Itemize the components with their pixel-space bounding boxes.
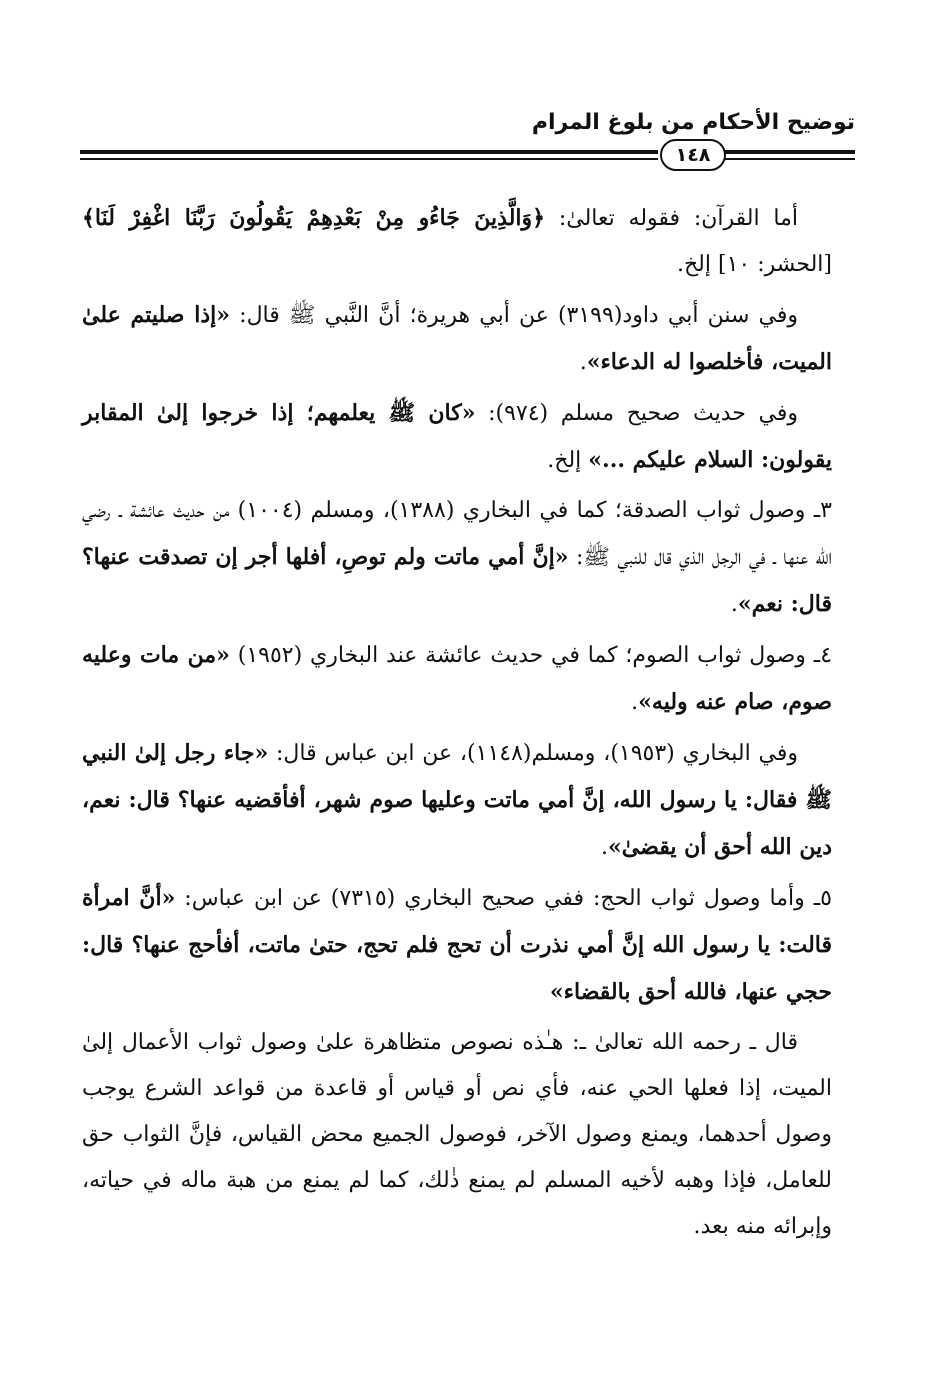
quoted-text: «أنَّ امرأة قالت: يا رسول الله إنَّ أمي نذرت أن تحج فلم تحج، حتىٰ ماتت، أفأحج عنها؟ قال: حجي عنها، فالله أحق بالقضاء»: [82, 885, 832, 1005]
paragraph-text: وفي سنن أبي داود(٣١٩٩) عن أبي هريرة؛ أنَّ النَّبي ﷺ قال:: [230, 303, 798, 328]
page-number: ١٤٨: [660, 139, 726, 171]
paragraph-1: [82, 195, 832, 288]
header-rule-left-bottom: [80, 158, 658, 160]
paragraph-6: [82, 730, 832, 871]
paragraph-text: .: [730, 592, 738, 617]
paragraph-5: [82, 632, 832, 726]
paragraph-text: وفي البخاري (١٩٥٣)، ومسلم(١١٤٨)، عن ابن عباس قال:: [268, 741, 799, 766]
paragraph-text: .: [579, 350, 587, 375]
quoted-text: «إنَّ أمي ماتت ولم توصِ، أفلها أجر إن تصدقت عنها؟ قال: نعم»: [82, 544, 832, 617]
quoted-text: «من مات وعليه صوم، صام عنه وليه»: [82, 642, 832, 715]
page-header: [80, 110, 855, 180]
quoted-text: «إذا صليتم علىٰ الميت، فأخلصوا له الدعاء»: [82, 302, 832, 375]
header-rule-right-bottom: [725, 158, 855, 160]
paragraph-text: وفي حديث صحيح مسلم (٩٧٤):: [475, 401, 798, 426]
page-body: [82, 195, 832, 1254]
header-rule-right-top: [725, 150, 855, 154]
paragraph-7: [82, 875, 832, 1016]
paragraph-text: .: [631, 690, 639, 715]
paragraph-text: [الحشر: ١٠] إلخ.: [676, 252, 832, 277]
quoted-text: «كان ﷺ يعلمهم؛ إذا خرجوا إلىٰ المقابر يقولون: السلام عليكم ...»: [82, 400, 832, 473]
quoted-text: ﴿وَالَّذِينَ جَاءُو مِنْ بَعْدِهِمْ يَقُولُونَ رَبَّنَا اغْفِرْ لَنَا﴾: [82, 205, 546, 231]
header-rule-left-top: [80, 150, 658, 154]
paragraph-8: [82, 1020, 832, 1250]
paragraph-2: [82, 292, 832, 386]
quoted-text: «جاء رجل إلىٰ النبي ﷺ فقال: يا رسول الله، إنَّ أمي ماتت وعليها صوم شهر، أفأقضيه عنها؟ قال: نعم، دين الله أحق أن يقضىٰ»: [82, 740, 832, 860]
paragraph-4: [82, 488, 832, 628]
paragraph-text: إلخ.: [547, 448, 589, 473]
paragraph-text: ٤ـ وصول ثواب الصوم؛ كما في حديث عائشة عند البخاري (١٩٥٢): [229, 643, 833, 668]
paragraph-text: قال ـ رحمه الله تعالىٰ ـ: هـٰذه نصوص متظاهرة علىٰ وصول ثواب الأعمال إلىٰ الميت، إذا فعلها الحي عنه، فأي نص أو قياس أو قاعدة من قواعد الشرع يوجب وصول أحدهما، ويمنع وصول الآخر، فوصول الجميع محض القياس، فإنَّ الثواب حق للعامل، فإذا وهبه لأخيه المسلم لم يمنع ذٰلك، كما لم يمنع من هبة ماله في حياته، وإبرائه منه بعد.: [82, 1030, 832, 1239]
book-title: توضيح الأحكام من بلوغ المرام: [531, 110, 855, 135]
paragraph-text: أما القرآن: فقوله تعالىٰ:: [545, 206, 798, 231]
paragraph-3: [82, 390, 832, 484]
paragraph-text: ٥ـ وأما وصول ثواب الحج: ففي صحيح البخاري (٧٣١٥) عن ابن عباس:: [175, 886, 832, 911]
paragraph-text: .: [601, 835, 609, 860]
paragraph-text: ٣ـ وصول ثواب الصدقة؛ كما في البخاري (١٣٨٨)، ومسلم (١٠٠٤) من حديث عائشة ـ رضي الله عنها ـ في الرجل الذي قال للنبي ﷺ:: [82, 498, 832, 570]
